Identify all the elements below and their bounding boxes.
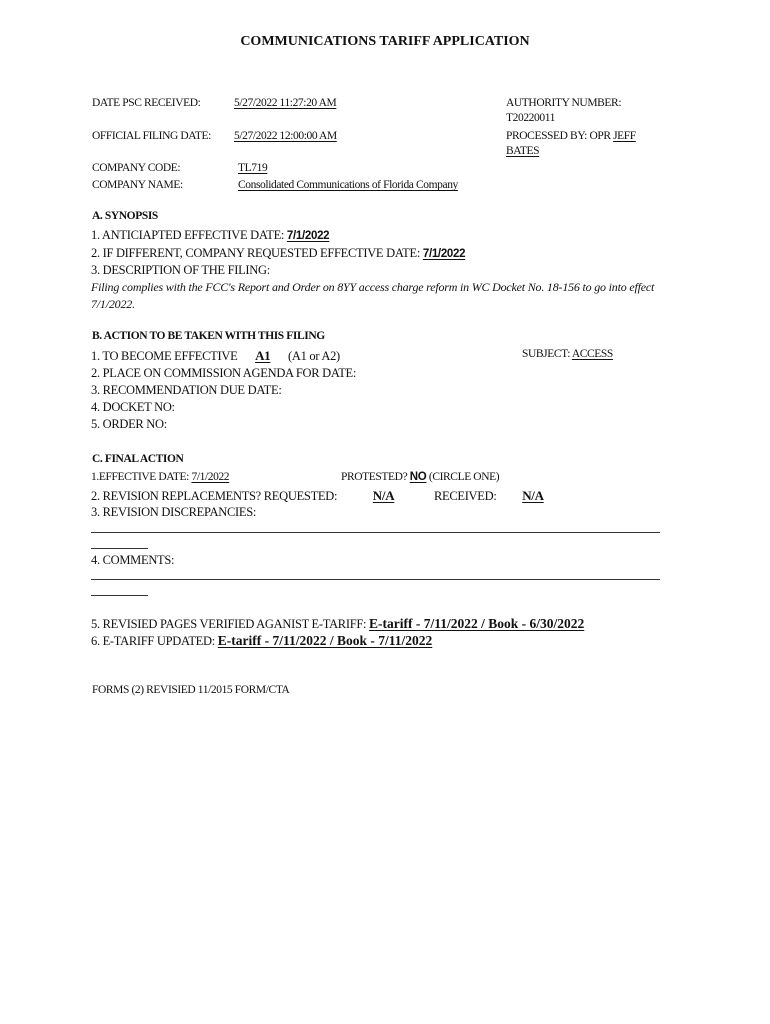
become-effective-hint: (A1 or A2) bbox=[288, 349, 340, 363]
filing-description-text: Filing complies with the FCC's Report and Order on 8YY access charge reform in WC Docket No. 18-156 to go into effect 7/1/2022. bbox=[91, 280, 655, 311]
final-action-heading: C. FINAL ACTION bbox=[92, 453, 184, 465]
requested-effective-date-value: 7/1/2022 bbox=[422, 248, 466, 260]
synopsis-heading: A. SYNOPSIS bbox=[92, 210, 158, 222]
filing-description-label: 3. DESCRIPTION OF THE FILING: bbox=[91, 263, 270, 277]
discrepancies-line-2 bbox=[91, 548, 148, 549]
company-name-value: Consolidated Communications of Florida Company bbox=[238, 179, 458, 191]
company-code-label: COMPANY CODE: bbox=[92, 162, 181, 174]
company-code-value: TL719 bbox=[238, 162, 268, 174]
date-psc-received-value: 5/27/2022 11:27:20 AM bbox=[234, 97, 337, 109]
final-effective-date bbox=[91, 471, 229, 483]
protested-label: PROTESTED? bbox=[341, 471, 408, 483]
recommendation-due-date-label: 3. RECOMMENDATION DUE DATE: bbox=[91, 383, 282, 397]
received-label: RECEIVED: bbox=[433, 489, 497, 503]
discrepancies-line-1 bbox=[91, 532, 660, 533]
protested-hint: (CIRCLE ONE) bbox=[428, 471, 500, 483]
comments-label: 4. COMMENTS: bbox=[91, 553, 175, 567]
synopsis-item-2 bbox=[91, 246, 465, 261]
revision-replacements-label: 2. REVISION REPLACEMENTS? REQUESTED: bbox=[91, 489, 338, 503]
revision-replacements bbox=[91, 488, 608, 504]
comments-line-2 bbox=[91, 595, 148, 596]
processed-by-label: PROCESSED BY: OPR bbox=[506, 130, 611, 142]
official-filing-date-value: 5/27/2022 12:00:00 AM bbox=[234, 130, 337, 142]
subject bbox=[522, 348, 613, 360]
protested-value: NO bbox=[409, 471, 427, 483]
synopsis-item-1 bbox=[91, 228, 329, 243]
authority-number-value: T20220011 bbox=[506, 112, 555, 124]
requested-value-field bbox=[349, 489, 421, 503]
pages-verified-value: E-tariff - 7/11/2022 / Book - 6/30/2022 bbox=[369, 616, 585, 631]
requested-value: N/A bbox=[372, 488, 395, 503]
subject-value: ACCESS bbox=[571, 348, 613, 360]
date-psc-received-label: DATE PSC RECEIVED: bbox=[92, 97, 201, 109]
action-heading: B. ACTION TO BE TAKEN WITH THIS FILING bbox=[92, 330, 325, 342]
agenda-date-label: 2. PLACE ON COMMISSION AGENDA FOR DATE: bbox=[91, 366, 357, 380]
etariff-updated-value: E-tariff - 7/11/2022 / Book - 7/11/2022 bbox=[217, 633, 433, 648]
protested bbox=[341, 471, 499, 483]
etariff-updated-label: 6. E-TARIFF UPDATED: bbox=[91, 634, 215, 648]
page-title: COMMUNICATIONS TARIFF APPLICATION bbox=[240, 34, 530, 49]
authority-number-label: AUTHORITY NUMBER: bbox=[506, 97, 622, 109]
processed-by-value-first: JEFF bbox=[613, 130, 636, 142]
become-effective-label: 1. TO BECOME EFFECTIVE bbox=[91, 349, 238, 363]
requested-effective-date-label: 2. IF DIFFERENT, COMPANY REQUESTED EFFECTIVE DATE: bbox=[91, 246, 421, 260]
processed-by bbox=[506, 130, 636, 142]
official-filing-date-label: OFFICIAL FILING DATE: bbox=[92, 130, 211, 142]
docket-number-label: 4. DOCKET NO: bbox=[91, 400, 175, 414]
revision-discrepancies-label: 3. REVISION DISCREPANCIES: bbox=[91, 505, 257, 519]
final-effective-date-value: 7/1/2022 bbox=[191, 471, 230, 483]
form-footer: FORMS (2) REVISIED 11/2015 FORM/CTA bbox=[92, 684, 290, 696]
anticipated-effective-date-label: 1. ANTICIAPTED EFFECTIVE DATE: bbox=[91, 228, 285, 242]
subject-label: SUBJECT: bbox=[522, 348, 570, 360]
anticipated-effective-date-value: 7/1/2022 bbox=[286, 230, 330, 242]
final-effective-date-label: 1.EFFECTIVE DATE: bbox=[91, 471, 189, 483]
company-name-label: COMPANY NAME: bbox=[92, 179, 183, 191]
pages-verified bbox=[91, 616, 584, 632]
received-value-field bbox=[508, 489, 608, 503]
order-number-label: 5. ORDER NO: bbox=[91, 417, 167, 431]
become-effective-value: A1 bbox=[255, 348, 271, 363]
etariff-updated bbox=[91, 633, 432, 649]
processed-by-value-last: BATES bbox=[506, 145, 540, 157]
received-value: N/A bbox=[522, 488, 544, 503]
pages-verified-label: 5. REVISIED PAGES VERIFIED AGANIST E-TARIFF: bbox=[91, 617, 367, 631]
comments-line-1 bbox=[91, 579, 660, 580]
action-item-1 bbox=[91, 348, 340, 364]
